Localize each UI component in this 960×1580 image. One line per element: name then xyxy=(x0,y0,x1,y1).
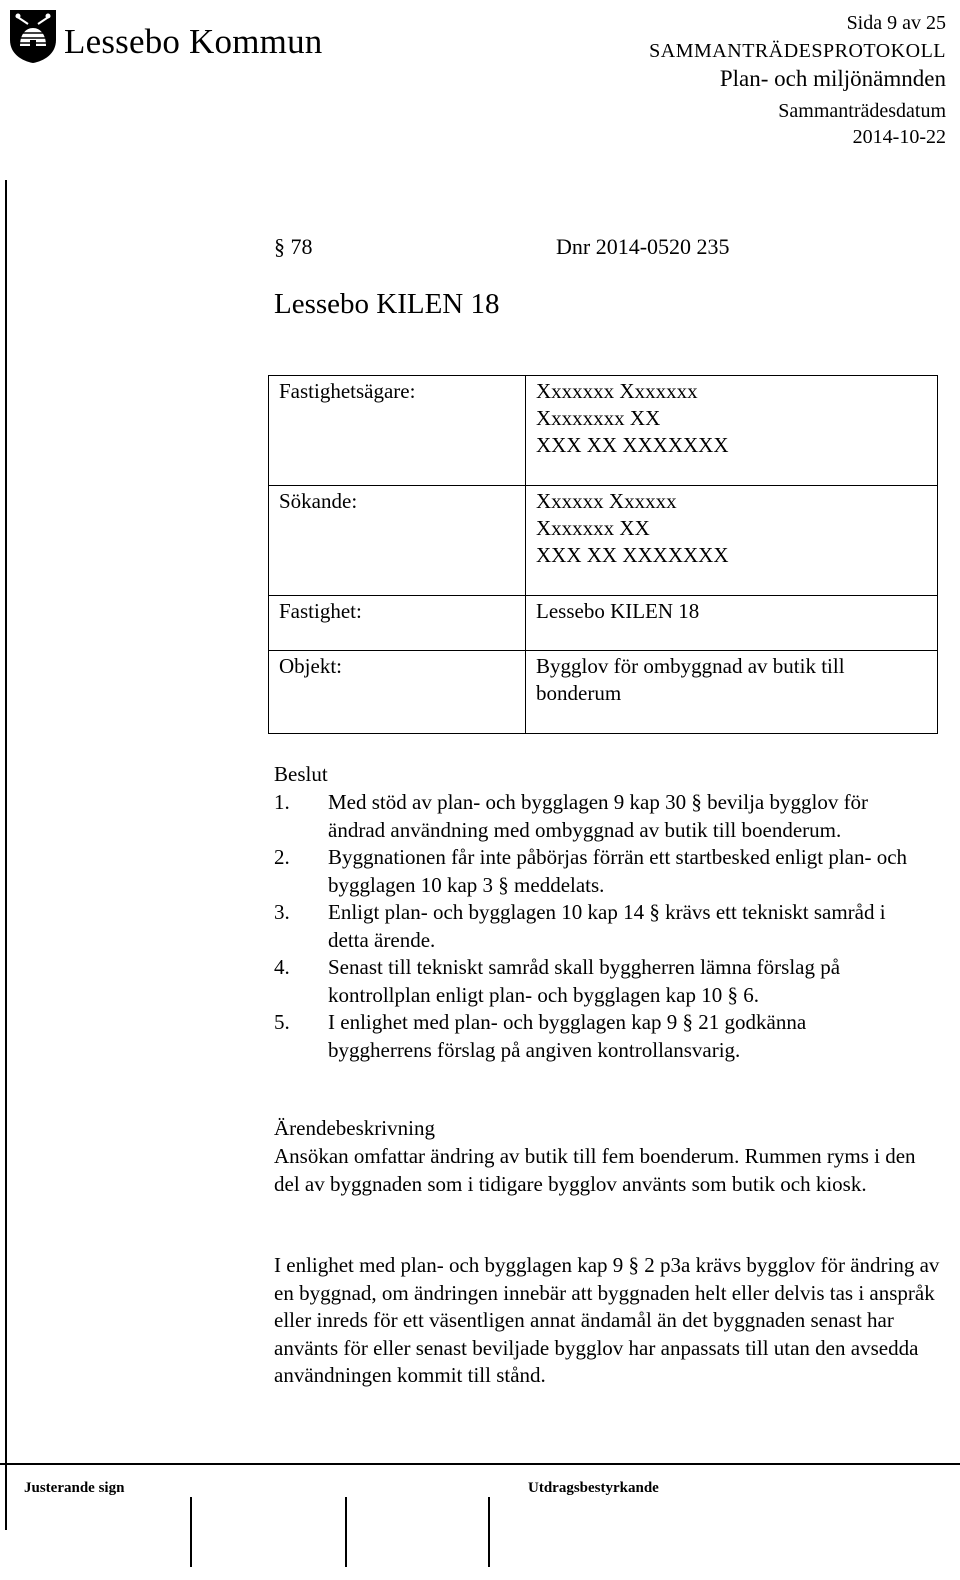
owner-value xyxy=(526,376,938,486)
case-info-table xyxy=(268,375,938,734)
signature-box-divider xyxy=(488,1497,490,1567)
left-margin-rule xyxy=(5,180,7,1530)
case-title: Lessebo KILEN 18 xyxy=(274,288,500,320)
property-label: Fastighet: xyxy=(269,596,526,651)
municipality-emblem-icon xyxy=(6,6,60,64)
decision-item-number: 5. xyxy=(274,1010,290,1034)
table-row xyxy=(269,596,938,651)
decision-item-number: 1. xyxy=(274,790,290,814)
decision-item xyxy=(274,1009,946,1064)
extract-certification-label: Utdragsbestyrkande xyxy=(528,1480,659,1496)
description-heading: Ärendebeskrivning xyxy=(274,1116,435,1140)
owner-line: Xxxxxxx Xxxxxxx xyxy=(536,379,698,403)
decision-item xyxy=(274,954,946,1009)
decision-item xyxy=(274,789,946,844)
table-row xyxy=(269,376,938,486)
decision-item-number: 4. xyxy=(274,955,290,979)
applicant-value xyxy=(526,486,938,596)
description-paragraph: Ansökan omfattar ändring av butik till fem boenderum. Rummen ryms i den del av byggnaden som i tidigare bygglov använts som butik och kiosk. xyxy=(274,1144,916,1196)
description-paragraph: I enlighet med plan- och bygglagen kap 9 § 2 p3a krävs bygglov för ändring av en byggnad, om ändringen innebär att byggnaden helt eller delvis tas i anspråk eller inreds för ett väsentligen annat ändamål än det byggnaden senast har använts för eller senast beviljade bygglov har anpassats till utan den avsedda användningen kommit till stånd. xyxy=(274,1253,940,1387)
owner-line: XXX XX XXXXXXX xyxy=(536,433,729,457)
decision-item-number: 3. xyxy=(274,900,290,924)
paragraph-number: § 78 xyxy=(274,234,313,259)
document-type: SAMMANTRÄDESPROTOKOLL xyxy=(649,40,946,62)
owner-line: Xxxxxxxx XX xyxy=(536,406,661,430)
table-row xyxy=(269,486,938,596)
decision-item-text: Senast till tekniskt samråd skall byggherren lämna förslag på kontrollplan enligt plan- och bygglagen kap 10 § 6. xyxy=(328,955,841,1007)
logo-text: Lessebo Kommun xyxy=(64,22,323,61)
owner-label: Fastighetsägare: xyxy=(269,376,526,486)
decision-item xyxy=(274,844,946,899)
object-text: Bygglov för ombyggnad av butik till bonderum xyxy=(536,654,845,705)
decision-heading: Beslut xyxy=(274,762,328,786)
property-value: Lessebo KILEN 18 xyxy=(526,596,938,651)
applicant-line: Xxxxxxx XX xyxy=(536,516,650,540)
applicant-line: Xxxxxx Xxxxxx xyxy=(536,489,677,513)
applicant-line: XXX XX XXXXXXX xyxy=(536,543,729,567)
adjusting-signature-label: Justerande sign xyxy=(24,1480,125,1496)
footer-rule xyxy=(0,1463,960,1465)
signature-box-divider xyxy=(345,1497,347,1567)
registry-number: Dnr 2014-0520 235 xyxy=(556,234,730,259)
decision-item-text: Med stöd av plan- och bygglagen 9 kap 30 § bevilja bygglov för ändrad användning med ombyggnad av butik till boenderum. xyxy=(328,790,869,842)
decision-list xyxy=(274,789,946,1064)
applicant-label: Sökande: xyxy=(269,486,526,596)
decision-item-number: 2. xyxy=(274,845,290,869)
object-label: Objekt: xyxy=(269,651,526,734)
decision-item-text: I enlighet med plan- och bygglagen kap 9 § 21 godkänna byggherrens förslag på angiven kontrollansvarig. xyxy=(328,1010,807,1062)
page-number: Sida 9 av 25 xyxy=(846,12,946,34)
board-name: Plan- och miljönämnden xyxy=(719,66,946,91)
meeting-date: 2014-10-22 xyxy=(852,126,946,148)
decision-item xyxy=(274,899,946,954)
decision-item-text: Byggnationen får inte påbörjas förrän ett startbesked enligt plan- och bygglagen 10 kap 3 § meddelats. xyxy=(328,845,908,897)
table-row xyxy=(269,651,938,734)
decision-item-text: Enligt plan- och bygglagen 10 kap 14 § krävs ett tekniskt samråd i detta ärende. xyxy=(328,900,886,952)
meeting-date-label: Sammanträdesdatum xyxy=(778,100,946,122)
object-value xyxy=(526,651,938,734)
signature-box-divider xyxy=(190,1497,192,1567)
